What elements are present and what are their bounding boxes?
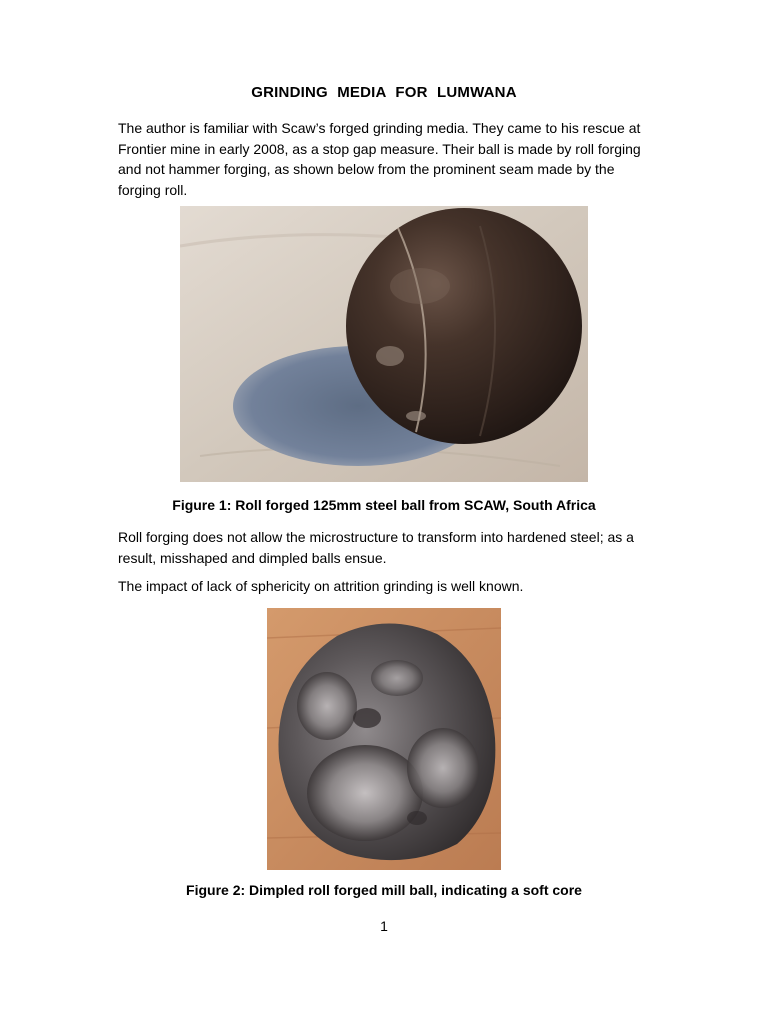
intro-line-1: The author is familiar with Scaw’s forged grinding media. They came to his rescue at <box>118 120 641 136</box>
figure-1-steel-ball-photo <box>180 206 588 482</box>
sphericity-paragraph <box>118 576 658 597</box>
sphericity-line: The impact of lack of sphericity on attrition grinding is well known. <box>118 578 524 594</box>
intro-paragraph <box>118 118 658 200</box>
figure-2-dimpled-ball-photo <box>267 608 501 870</box>
page-number: 1 <box>380 918 388 934</box>
intro-line-3: and not hammer forging, as shown below from the prominent seam made by the <box>118 161 615 177</box>
steel-ball <box>346 208 582 444</box>
roll-forging-line-2: result, misshaped and dimpled balls ensue. <box>118 549 387 566</box>
figure-2-caption: Figure 2: Dimpled roll forged mill ball, indicating a soft core <box>186 882 582 898</box>
intro-line-4: forging roll. <box>118 181 188 198</box>
figure-1-caption: Figure 1: Roll forged 125mm steel ball from SCAW, South Africa <box>172 497 596 513</box>
roll-forging-paragraph <box>118 527 658 568</box>
document-title: GRINDING MEDIA FOR LUMWANA <box>251 84 517 101</box>
dimple-large <box>307 745 423 841</box>
roll-forging-line-1: Roll forging does not allow the microstructure to transform into hardened steel; as a <box>118 529 634 545</box>
intro-line-2: Frontier mine in early 2008, as a stop gap measure. Their ball is made by roll forging <box>118 140 641 157</box>
